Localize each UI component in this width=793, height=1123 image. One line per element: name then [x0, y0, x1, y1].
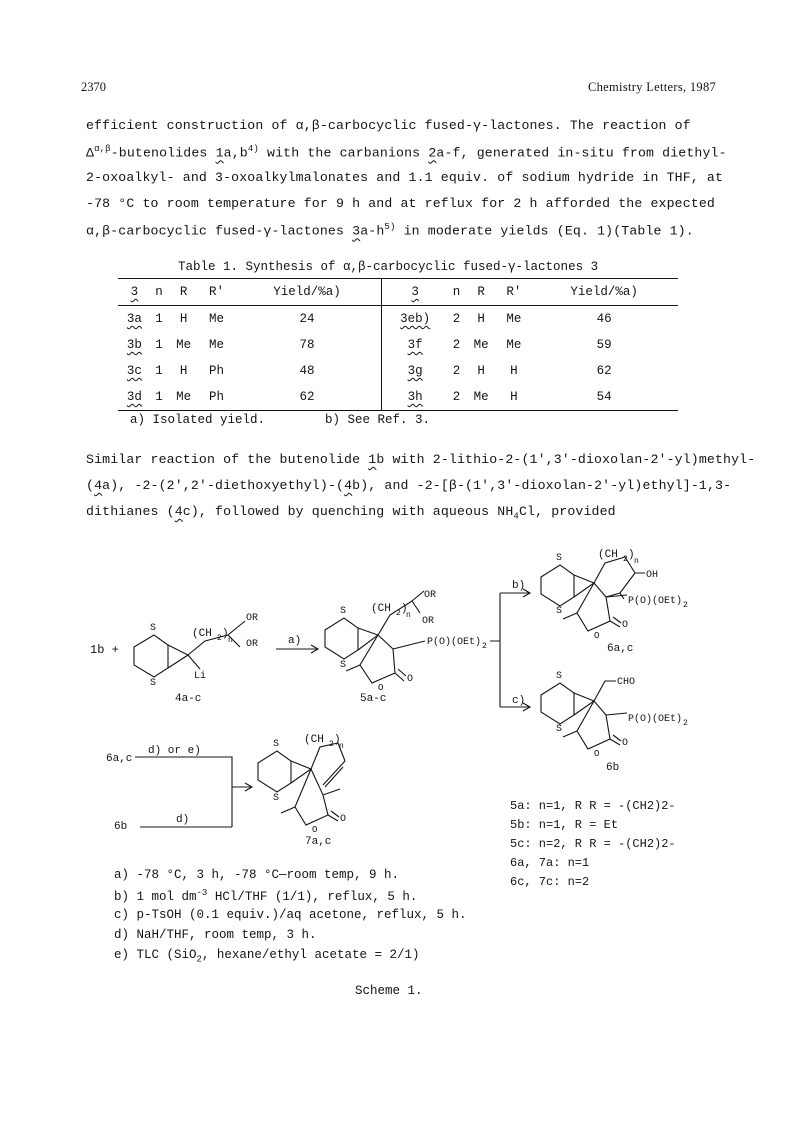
- svg-text:n: n: [339, 742, 344, 751]
- legend-5b: 5b: n=1, R = Et: [510, 818, 619, 832]
- svg-text:S: S: [340, 606, 347, 617]
- svg-text:2: 2: [623, 555, 628, 564]
- svg-text:S: S: [273, 739, 280, 750]
- table-row: 3c 1 H Ph 48 3g 2 H H 62: [118, 358, 678, 384]
- svg-text:O: O: [594, 749, 600, 759]
- svg-text:S: S: [556, 553, 563, 564]
- svg-text:OH: OH: [646, 570, 659, 581]
- col-header-n-2: n: [448, 279, 464, 306]
- svg-text:S: S: [340, 660, 347, 671]
- svg-text:n: n: [406, 611, 411, 620]
- svg-text:): ): [401, 603, 408, 615]
- product-6b-label: 6b: [606, 762, 620, 774]
- intro-line-5: α,β-carbocyclic fused-γ-lactones $3a-h^{5)}$ in moderate yields (Eq. 1)(Table 1).: [86, 222, 694, 239]
- journal-title: Chemistry Letters, 1987: [588, 80, 717, 94]
- table-row: 3a 1 H Me 24 3eb) 2 H Me 46: [118, 306, 678, 333]
- arrow-b-label: b): [512, 580, 526, 592]
- condition-c: c) p-TsOH (0.1 equiv.)/aq acetone, reflux, 5 h.: [114, 908, 467, 922]
- compound-6ac-structure: [541, 557, 645, 631]
- svg-text:S: S: [556, 724, 563, 735]
- product-6ac-label: 6a,c: [607, 643, 634, 655]
- svg-text:2: 2: [217, 634, 222, 643]
- col-header-compound-2: 3: [382, 279, 449, 306]
- table-footnote-b: b) See Ref. 3.: [325, 413, 431, 427]
- legend-6c7c: 6c, 7c: n=2: [510, 875, 590, 889]
- svg-text:OR: OR: [422, 616, 435, 627]
- arrow-de-label: d) or e): [148, 745, 201, 757]
- table-row: 3d 1 Me Ph 62 3h 2 Me H 54: [118, 384, 678, 411]
- svg-text:S: S: [150, 623, 157, 634]
- svg-text:S: S: [273, 793, 280, 804]
- condition-a: a) -78 °C, 3 h, -78 °C—room temp, 9 h.: [114, 868, 400, 882]
- col-header-yield-2: Yield/%a): [530, 279, 678, 306]
- compound-7-structure: [258, 743, 345, 825]
- legend-5a: 5a: n=1, R R = -(CH2)2-: [510, 799, 676, 813]
- product-7-label: 7a,c: [305, 836, 332, 848]
- arrow-a-label: a): [288, 635, 302, 647]
- svg-text:OR: OR: [424, 590, 437, 601]
- svg-text:2: 2: [482, 642, 487, 651]
- svg-text:O: O: [340, 814, 347, 825]
- svg-text:2: 2: [329, 740, 334, 749]
- svg-text:S: S: [556, 671, 563, 682]
- intro-line-4: -78 °C to room temperature for 9 h and at reflux for 2 h afforded the expected: [86, 196, 715, 211]
- intro-line-1: efficient construction of α,β-carbocyclic fused-γ-lactones. The reaction of: [86, 118, 691, 133]
- intro-line-2: $\Delta^{\alpha,\beta}$-butenolides $1a,b^{4)}$ with the carbanions 2a-f, generated in-situ from diethyl-: [86, 144, 727, 161]
- arrow-d-label: d): [176, 814, 190, 826]
- col-header-r-2: R: [465, 279, 498, 306]
- condition-b: b) 1 mol $dm^{-3}$ HCl/THF (1/1), reflux, 5 h.: [114, 888, 418, 905]
- yield-table: [118, 278, 678, 411]
- reactant-label: 1b +: [90, 643, 119, 657]
- scheme-caption: Scheme 1.: [355, 984, 423, 998]
- start-6ac-label: 6a,c: [106, 753, 133, 765]
- product-5-label: 5a-c: [360, 693, 387, 705]
- svg-text:(CH: (CH: [598, 549, 618, 561]
- col-header-yield: Yield/%a): [233, 279, 382, 306]
- svg-text:O: O: [312, 825, 318, 835]
- col-header-r: R: [167, 279, 200, 306]
- page-number: 2370: [81, 80, 106, 94]
- para2-line-1: Similar reaction of the butenolide 1b with 2-lithio-2-(1',3'-dioxolan-2'-yl)methyl-: [86, 452, 756, 467]
- table-row: 3b 1 Me Me 78 3f 2 Me Me 59: [118, 332, 678, 358]
- svg-text:O: O: [622, 620, 629, 631]
- svg-text:S: S: [556, 606, 563, 617]
- svg-text:): ): [222, 628, 229, 640]
- svg-text:(CH: (CH: [304, 734, 324, 746]
- col-header-n: n: [151, 279, 167, 306]
- col-header-rprime: R': [200, 279, 233, 306]
- arrow-c-label: c): [512, 695, 526, 707]
- condition-d: d) NaH/THF, room temp, 3 h.: [114, 928, 317, 942]
- svg-text:2: 2: [683, 719, 688, 728]
- start-6b-label: 6b: [114, 821, 128, 833]
- legend-5c: 5c: n=2, R R = -(CH2)2-: [510, 837, 676, 851]
- svg-text:2: 2: [683, 601, 688, 610]
- svg-text:P(O)(OEt): P(O)(OEt): [427, 637, 482, 648]
- table-footnote-a: a) Isolated yield.: [130, 413, 266, 427]
- svg-text:OR: OR: [246, 613, 259, 624]
- svg-text:O: O: [407, 674, 414, 685]
- svg-text:CHO: CHO: [617, 677, 636, 688]
- svg-text:O: O: [594, 631, 600, 641]
- para2-line-3: dithianes (4c), followed by quenching with aqueous $NH_4Cl$, provided: [86, 504, 616, 522]
- svg-text:n: n: [634, 557, 639, 566]
- col-header-compound: 3: [118, 279, 151, 306]
- svg-text:n: n: [228, 636, 233, 645]
- legend-6a7a: 6a, 7a: n=1: [510, 856, 590, 870]
- svg-text:(CH: (CH: [371, 603, 391, 615]
- svg-text:2: 2: [396, 609, 401, 618]
- svg-text:Li: Li: [194, 671, 207, 682]
- para2-line-2: (4a), -2-(2',2'-diethoxyethyl)-(4b), and -2-[β-(1',3'-dioxolan-2'-yl)ethyl]-1,3-: [86, 478, 732, 493]
- svg-text:(CH: (CH: [192, 628, 212, 640]
- table-caption: Table 1. Synthesis of α,β-carbocyclic fused-γ-lactones 3: [178, 260, 599, 274]
- col-header-rprime-2: R': [497, 279, 530, 306]
- svg-text:S: S: [150, 678, 157, 689]
- svg-text:P(O)(OEt): P(O)(OEt): [628, 596, 683, 607]
- svg-text:OR: OR: [246, 639, 259, 650]
- svg-text:): ): [628, 549, 635, 561]
- condition-e: e) TLC (SiO$_2$, hexane/ethyl acetate = 2/1): [114, 948, 420, 965]
- svg-text:): ): [334, 734, 341, 746]
- svg-text:O: O: [378, 683, 384, 693]
- intro-line-3: 2-oxoalkyl- and 3-oxoalkylmalonates and 1.1 equiv. of sodium hydride in THF, at: [86, 170, 724, 185]
- svg-text:P(O)(OEt): P(O)(OEt): [628, 714, 683, 725]
- compound-6b-structure: [541, 681, 627, 749]
- svg-text:O: O: [622, 738, 629, 749]
- reagent-4-label: 4a-c: [175, 693, 202, 705]
